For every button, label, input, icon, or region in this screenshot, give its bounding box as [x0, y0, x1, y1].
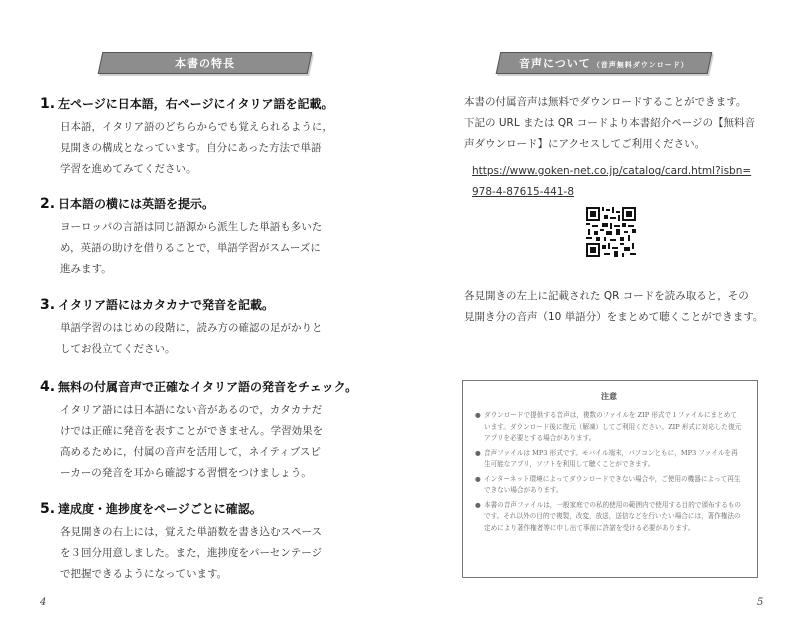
feature-item	[40, 378, 360, 484]
feature-number: 5.	[40, 501, 56, 517]
feature-item	[40, 500, 360, 585]
notice-text: インターネット環境によってダウンロードできない場合や，ご使用の機器によって再生できない場合があります。	[484, 474, 741, 494]
audio-heading-main: 音声について	[519, 57, 591, 70]
feature-description	[60, 400, 360, 484]
feature-line: けでは正確に発音を表すことができません。学習効果を	[60, 425, 324, 437]
feature-line: 単語学習のはじめの段階に，読み方の確認の足がかりと	[60, 322, 323, 334]
intro-line: 本書の付属音声は無料でダウンロードすることができます。	[464, 96, 747, 108]
features-heading-banner	[98, 52, 313, 74]
feature-item	[40, 195, 360, 280]
intro-line: 下記の URL または QR コードより本書紹介ページの【無料音	[464, 117, 756, 129]
intro-line: 声ダウンロード】にアクセスしてご利用ください。	[464, 138, 706, 150]
audio-heading	[519, 55, 689, 71]
notice-text: 音声ファイルは MP3 形式です。モバイル端末，パソコンともに，MP3 ファイルを再生可能なアプリ，ソフトを利用して聴くことができます。	[484, 448, 738, 468]
feature-number: 1.	[40, 96, 56, 112]
feature-description	[60, 522, 360, 585]
bullet-icon: ●	[475, 448, 481, 457]
feature-line: 見開きの構成となっています。自分にあった方法で単語	[60, 142, 322, 154]
feature-line: イタリア語には日本語にない音があるので，カタカナだ	[60, 404, 323, 416]
feature-line: ーカーの発音を耳から確認する習慣をつけましょう。	[60, 467, 312, 479]
qr-line: 見開き分の音声（10 単語分）をまとめて聴くことができます。	[464, 311, 764, 323]
feature-line: 高めるために，付属の音声を活用して，ネイティブスピ	[60, 446, 321, 458]
audio-heading-banner	[496, 52, 713, 74]
features-heading: 本書の特長	[175, 57, 235, 70]
qr-code-icon[interactable]	[586, 207, 636, 257]
feature-line: 各見開きの右上には，覚えた単語数を書き込むスペース	[60, 526, 322, 538]
notice-text: 本書の音声ファイルは，一般家庭での私的使用の範囲内で使用する目的で頒布するものです。それ以外の目的で複製，改変，放送，送信などを行いたい場合には，著作権法の定めにより著作権者等に申し出て事前に許諾を受ける必要があります。	[484, 500, 742, 532]
notice-title: 注意	[601, 391, 617, 401]
qr-line: 各見開きの左上に記載された QR コードを読み取ると，その	[464, 290, 749, 302]
feature-line: で把握できるようになっています。	[60, 568, 228, 580]
url-line[interactable]: 978-4-87615-441-8	[472, 186, 575, 198]
bullet-icon: ●	[475, 500, 481, 509]
notice-text: ダウンロードで提供する音声は，複数のファイルを ZIP 形式で１ファイルにまとめています。ダウンロード後に復元（解凍）してご利用ください。ZIP 形式に対応した復元アプリを必要とする場合があります。	[484, 411, 742, 442]
feature-number: 3.	[40, 297, 56, 313]
feature-line: 学習を進めてみてください。	[60, 163, 197, 175]
feature-description	[60, 318, 360, 360]
feature-description	[60, 217, 360, 280]
notice-item	[475, 500, 743, 535]
feature-line: ヨーロッパの言語は同じ語源から派生した単語も多いた	[60, 221, 323, 233]
feature-title: 無料の付属音声で正確なイタリア語の発音をチェック。	[58, 380, 358, 394]
page-number: 4	[40, 597, 47, 608]
feature-number: 4.	[40, 379, 56, 395]
download-url-link[interactable]	[472, 161, 782, 203]
feature-line: 進みます。	[60, 263, 112, 275]
feature-title: 左ページに日本語，右ページにイタリア語を記載。	[58, 97, 334, 111]
audio-intro	[464, 92, 780, 155]
feature-line: 日本語，イタリア語のどちらからでも覚えられるように，	[60, 121, 333, 133]
feature-title: イタリア語にはカタカナで発音を記載。	[58, 298, 275, 312]
notice-item	[475, 448, 743, 471]
feature-line: め，英語の助けを借りることで，単語学習がスムーズに	[60, 242, 321, 254]
url-line[interactable]: https://www.goken-net.co.jp/catalog/card.html?isbn=	[472, 165, 752, 177]
feature-line: してお役立てください。	[60, 343, 176, 355]
feature-title: 日本語の横には英語を提示。	[58, 197, 215, 211]
feature-line: を３回分用意しました。また，進捗度をパーセンテージ	[60, 547, 323, 559]
notice-item	[475, 474, 743, 497]
feature-item	[40, 95, 360, 180]
feature-description	[60, 117, 360, 180]
page-number: 5	[757, 597, 764, 608]
audio-heading-sub: （音声無料ダウンロード）	[592, 61, 689, 69]
bullet-icon: ●	[475, 411, 481, 419]
notice-box	[462, 380, 758, 578]
qr-instructions	[464, 286, 780, 328]
feature-item	[40, 296, 360, 360]
right-page	[400, 0, 800, 634]
bullet-icon: ●	[475, 474, 481, 483]
feature-number: 2.	[40, 196, 56, 212]
notice-item	[475, 410, 743, 445]
feature-title: 達成度・進捗度をページごとに確認。	[58, 502, 262, 516]
